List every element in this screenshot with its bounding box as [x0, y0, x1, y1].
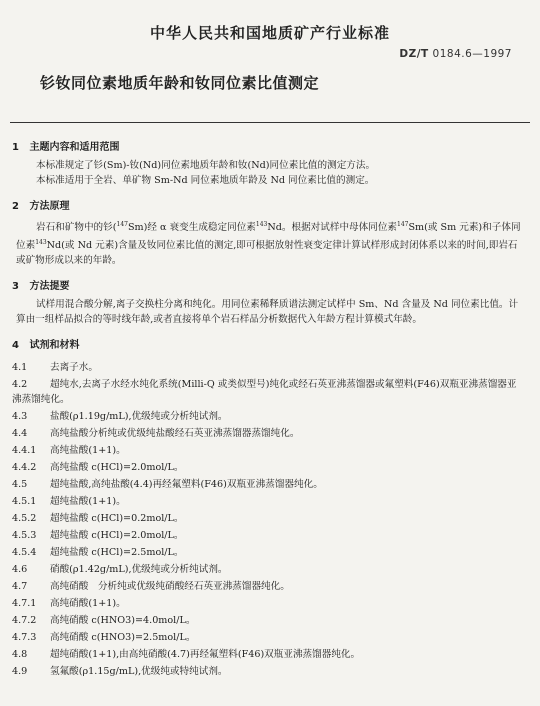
paragraph: 本标准规定了钐(Sm)-钕(Nd)同位素地质年龄和钕(Nd)同位素比值的测定方法。 — [36, 160, 376, 171]
list-item: 4.8 超纯硝酸(1+1),由高纯硝酸(4.7)再经氟塑料(F46)双瓶亚沸蒸馏器纯化。 — [12, 649, 361, 661]
standard-title: 中华人民共和国地质矿产行业标准 — [149, 24, 390, 42]
standard-code-number: 0184.6—1997 — [432, 48, 512, 60]
document-body — [12, 140, 526, 681]
list-item: 4.1 去离子水。 — [12, 362, 98, 374]
list-item: 4.4.1 高纯盐酸(1+1)。 — [12, 445, 126, 457]
section-heading-2 — [12, 199, 526, 217]
list-item: 4.7.2 高纯硝酸 c(HNO3)=4.0mol/L。 — [12, 615, 196, 627]
list-item: 4.7 高纯硝酸 分析纯或优级纯硝酸经石英亚沸蒸馏器纯化。 — [12, 581, 290, 593]
section-heading-3 — [12, 279, 526, 297]
section-title: 试剂和材料 — [29, 340, 80, 352]
list-item: 4.2 超纯水,去离子水经水纯化系统(Milli-Q 或类似型号)纯化或经石英亚沸蒸馏器或氟塑料(F46)双瓶亚沸蒸馏器亚沸蒸馏纯化。 — [12, 379, 517, 406]
section-heading-4 — [12, 338, 526, 356]
list-item: 4.5.2 超纯盐酸 c(HCl)=0.2mol/L。 — [12, 513, 184, 525]
standard-code — [399, 48, 512, 60]
paragraph: 岩石和矿物中的钐($^{147}$Sm)经 α 衰变生成稳定同位素$^{143}$Nd。根据对试样中母体同位素$^{147}$Sm(或 Sm 元素)和子体同位素$^{143}$Nd(或 Nd 元素)含量及钕同位素比值的测定,即可根据放射性衰变定律计算试样形成封闭体系以来的时间,即岩石或矿物形成以来的年龄。 — [16, 221, 521, 267]
standard-code-prefix: DZ/T — [399, 48, 429, 60]
list-item: 4.4.2 高纯盐酸 c(HCl)=2.0mol/L。 — [12, 462, 184, 474]
paragraph: 本标准适用于全岩、单矿物 Sm-Nd 同位素地质年龄及 Nd 同位素比值的测定。 — [36, 175, 375, 186]
list-item: 4.6 硝酸(ρ1.42g/mL),优级纯或分析纯试剂。 — [12, 564, 228, 576]
list-item: 4.7.3 高纯硝酸 c(HNO3)=2.5mol/L。 — [12, 632, 196, 644]
list-item: 4.5.1 超纯盐酸(1+1)。 — [12, 496, 126, 508]
section-number: 1 — [12, 142, 19, 153]
section-number: 3 — [12, 281, 19, 293]
title-divider — [10, 122, 530, 123]
list-item: 4.5.4 超纯盐酸 c(HCl)=2.5mol/L。 — [12, 547, 184, 559]
list-item: 4.5 超纯盐酸,高纯盐酸(4.4)再经氟塑料(F46)双瓶亚沸蒸馏器纯化。 — [12, 479, 323, 491]
list-item: 4.4 高纯盐酸分析纯或优级纯盐酸经石英亚沸蒸馏器蒸馏纯化。 — [12, 428, 300, 440]
paragraph: 试样用混合酸分解,离子交换柱分离和纯化。用同位素稀释质谱法测定试样中 Sm、Nd 含量及 Nd 同位素比值。计算由一组样品拟合的等时线年龄,或者直接将单个岩石样品分析数据代入年龄方程计算模式年龄。 — [16, 299, 519, 326]
section-number: 4 — [12, 340, 19, 352]
list-item: 4.9 氢氟酸(ρ1.15g/mL),优级纯或特纯试剂。 — [12, 666, 228, 678]
document-title: 钐钕同位素地质年龄和钕同位素比值测定 — [40, 74, 320, 92]
section-title: 主题内容和适用范围 — [29, 142, 120, 153]
list-item: 4.3 盐酸(ρ1.19g/mL),优级纯或分析纯试剂。 — [12, 411, 228, 423]
list-item: 4.5.3 超纯盐酸 c(HCl)=2.0mol/L。 — [12, 530, 184, 542]
section-title: 方法提要 — [29, 281, 70, 293]
section-title: 方法原理 — [29, 201, 70, 212]
reagent-list — [12, 360, 526, 681]
section-number: 2 — [12, 201, 19, 212]
section-heading-1 — [12, 140, 526, 158]
list-item: 4.7.1 高纯硝酸(1+1)。 — [12, 598, 126, 610]
